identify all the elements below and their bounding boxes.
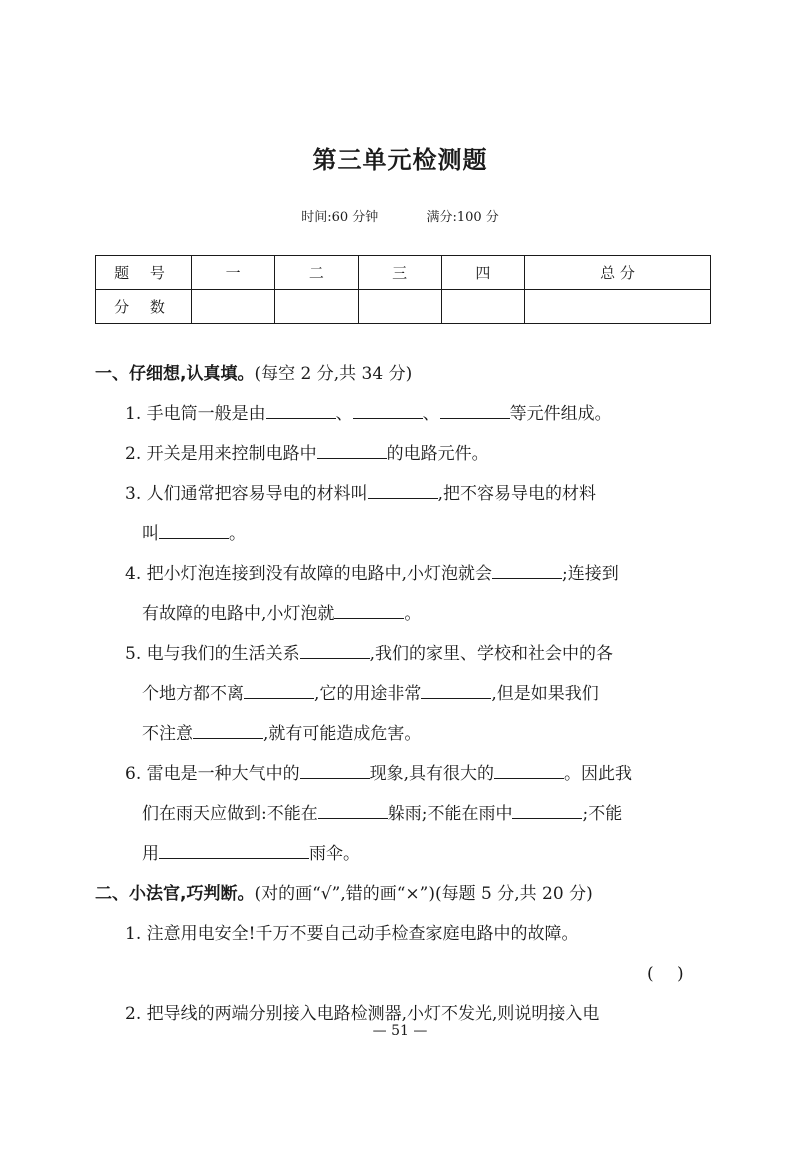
question-text: 1. 手电筒一般是由 bbox=[125, 404, 266, 424]
question-1-5 bbox=[95, 634, 717, 754]
question-text: 用 bbox=[142, 844, 159, 864]
question-text: 的电路元件。 bbox=[386, 444, 489, 464]
question-text: 2. 开关是用来控制电路中 bbox=[125, 444, 317, 464]
question-text: 4. 把小灯泡连接到没有故障的电路中,小灯泡就会 bbox=[125, 564, 493, 584]
question-text: 雨伞。 bbox=[309, 844, 360, 864]
question-text: 们在雨天应做到:不能在 bbox=[142, 804, 318, 824]
question-text: 等元件组成。 bbox=[509, 404, 612, 424]
question-text: 、 bbox=[422, 404, 440, 424]
table-header-cell: 二 bbox=[275, 256, 358, 290]
answer-blank[interactable] bbox=[317, 444, 387, 459]
exam-meta bbox=[0, 206, 800, 225]
section-note: (对的画“√”,错的画“×”)(每题 5 分,共 20 分) bbox=[254, 884, 593, 904]
answer-blank[interactable] bbox=[512, 804, 582, 819]
question-text: ,它的用途非常 bbox=[314, 684, 422, 704]
answer-blank[interactable] bbox=[440, 404, 510, 419]
answer-blank[interactable] bbox=[193, 724, 263, 739]
answer-blank[interactable] bbox=[334, 604, 404, 619]
question-text: 5. 电与我们的生活关系 bbox=[125, 644, 300, 664]
score-cell[interactable] bbox=[192, 290, 275, 324]
question-text: ;不能 bbox=[582, 804, 623, 824]
question-text: 。 bbox=[404, 604, 422, 624]
question-text: ;连接到 bbox=[562, 564, 619, 584]
section-title: 二、小法官,巧判断。 bbox=[95, 884, 255, 904]
table-row-label: 分 数 bbox=[96, 290, 192, 324]
question-text: 不注意 bbox=[142, 724, 193, 744]
answer-blank[interactable] bbox=[421, 684, 491, 699]
score-cell[interactable] bbox=[525, 290, 711, 324]
score-table bbox=[95, 255, 711, 324]
answer-parentheses[interactable] bbox=[95, 954, 717, 994]
question-text: 3. 人们通常把容易导电的材料叫 bbox=[125, 484, 368, 504]
table-row bbox=[96, 290, 711, 324]
score-cell[interactable] bbox=[275, 290, 358, 324]
answer-blank[interactable] bbox=[159, 524, 229, 539]
question-text: 叫 bbox=[142, 524, 159, 544]
question-text: 有故障的电路中,小灯泡就 bbox=[142, 604, 335, 624]
answer-blank[interactable] bbox=[244, 684, 314, 699]
score-cell[interactable] bbox=[441, 290, 524, 324]
answer-blank[interactable] bbox=[159, 844, 309, 859]
time-limit: 时间:60 分钟 bbox=[301, 210, 379, 225]
question-text: 。 bbox=[229, 524, 246, 544]
question-text: 2. 把导线的两端分别接入电路检测器,小灯不发光,则说明接入电 bbox=[125, 1004, 600, 1024]
section-2-heading bbox=[95, 874, 717, 914]
answer-blank[interactable] bbox=[494, 764, 564, 779]
score-cell[interactable] bbox=[358, 290, 441, 324]
section-title: 一、仔细想,认真填。 bbox=[95, 364, 255, 384]
answer-blank[interactable] bbox=[318, 804, 388, 819]
question-1-1 bbox=[95, 394, 717, 434]
table-header-cell: 三 bbox=[358, 256, 441, 290]
table-header-cell: 一 bbox=[192, 256, 275, 290]
question-text: ,我们的家里、学校和社会中的各 bbox=[369, 644, 614, 664]
question-text: 、 bbox=[335, 404, 353, 424]
question-text: 个地方都不离 bbox=[142, 684, 244, 704]
paren-open: ( bbox=[647, 964, 654, 984]
question-text: 1. 注意用电安全!千万不要自己动手检查家庭电路中的故障。 bbox=[125, 924, 579, 944]
table-row bbox=[96, 256, 711, 290]
page-title: 第三单元检测题 bbox=[312, 146, 488, 174]
answer-blank[interactable] bbox=[353, 404, 423, 419]
question-1-6 bbox=[95, 754, 717, 874]
question-2-1 bbox=[95, 914, 717, 954]
answer-blank[interactable] bbox=[492, 564, 562, 579]
question-1-3 bbox=[95, 474, 717, 554]
section-1-heading bbox=[95, 354, 717, 394]
table-header-cell: 总 分 bbox=[525, 256, 711, 290]
question-text: ,就有可能造成危害。 bbox=[263, 724, 422, 744]
question-1-4 bbox=[95, 554, 717, 634]
question-text: ,把不容易导电的材料 bbox=[437, 484, 597, 504]
section-note: (每空 2 分,共 34 分) bbox=[254, 364, 413, 384]
question-1-2 bbox=[95, 434, 717, 474]
question-text: 现象,具有很大的 bbox=[369, 764, 495, 784]
question-text: ,但是如果我们 bbox=[491, 684, 599, 704]
answer-blank[interactable] bbox=[300, 764, 370, 779]
question-text: 躲雨;不能在雨中 bbox=[387, 804, 513, 824]
answer-blank[interactable] bbox=[368, 484, 438, 499]
table-header-cell: 四 bbox=[441, 256, 524, 290]
exam-content bbox=[95, 354, 717, 1034]
question-text: 。因此我 bbox=[564, 764, 633, 784]
answer-blank[interactable] bbox=[300, 644, 370, 659]
table-header-cell: 题 号 bbox=[96, 256, 192, 290]
full-score: 满分:100 分 bbox=[426, 210, 499, 225]
paren-close: ) bbox=[677, 964, 684, 984]
page-number: — 51 — bbox=[372, 1023, 428, 1039]
question-text: 6. 雷电是一种大气中的 bbox=[125, 764, 300, 784]
answer-blank[interactable] bbox=[266, 404, 336, 419]
